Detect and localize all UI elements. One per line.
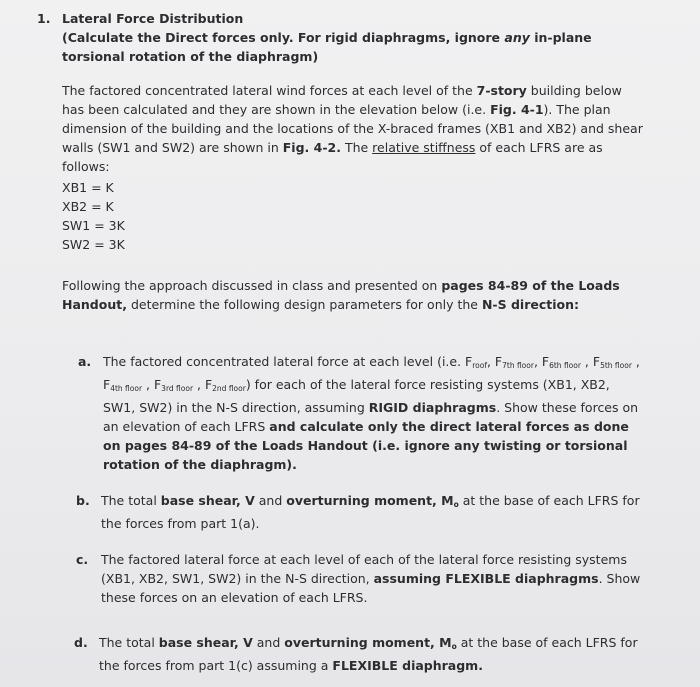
intro-paragraph: The factored concentrated lateral wind forces at each level of the 7-story building below has been calculated and they are shown in the elevation below (i.e. Fig. 4-1). The plan dimension of the building and the locations of the X-braced frames (XB1 and XB2) and shear walls (SW1 and SW2) are shown in Fig. 4-2. The relative stiffness of each LFRS are as follows: <box>62 83 643 174</box>
question-number: 1. <box>37 11 51 26</box>
question-title: Lateral Force Distribution <box>62 11 244 26</box>
stiffness-list <box>62 178 125 254</box>
stiffness-sw2: SW2 = 3K <box>62 237 125 252</box>
question-note: (Calculate the Direct forces only. For rigid diaphragms, ignore any in-plane torsional rotation of the diaphragm) <box>62 30 592 64</box>
item-a: a. The factored concentrated lateral force at each level (i.e. $F_{roof}$, $F_{7th floor}$, $F_{6th floor}$ , $F_{5th floor}$ , $F_{4th floor}$ , $F_{3rd floor}$ , $F_{2nd floor}$) for each of the lateral force resisting systems (XB1, XB2, SW1, SW2) in the N-S direction, assuming RIGID diaphragms. Show these forces on an elevation of each LFRS and calculate only the direct lateral forces as done on pages 84-89 of the Loads Handout (i.e. ignore any twisting or torsional rotation of the diaphragm). <box>78 354 640 472</box>
stiffness-xb2: XB2 = K <box>62 199 114 214</box>
stiffness-sw1: SW1 = 3K <box>62 218 125 233</box>
stiffness-xb1: XB1 = K <box>62 180 114 195</box>
item-d: d. The total base shear, V and overturning moment, $M_o$ at the base of each LFRS for the forces from part 1(c) assuming a FLEXIBLE diaphragm. <box>74 635 638 673</box>
following-paragraph: Following the approach discussed in class and presented on pages 84-89 of the Loads Handout, determine the following design parameters for only the N-S direction: <box>62 278 620 312</box>
item-b: b. The total base shear, V and overturning moment, $M_o$ at the base of each LFRS for the forces from part 1(a). <box>76 493 640 531</box>
item-c: c. The factored lateral force at each level of each of the lateral force resisting systems (XB1, XB2, SW1, SW2) in the N-S direction, assuming FLEXIBLE diaphragms. Show these forces on an elevation of each LFRS. <box>76 552 641 605</box>
